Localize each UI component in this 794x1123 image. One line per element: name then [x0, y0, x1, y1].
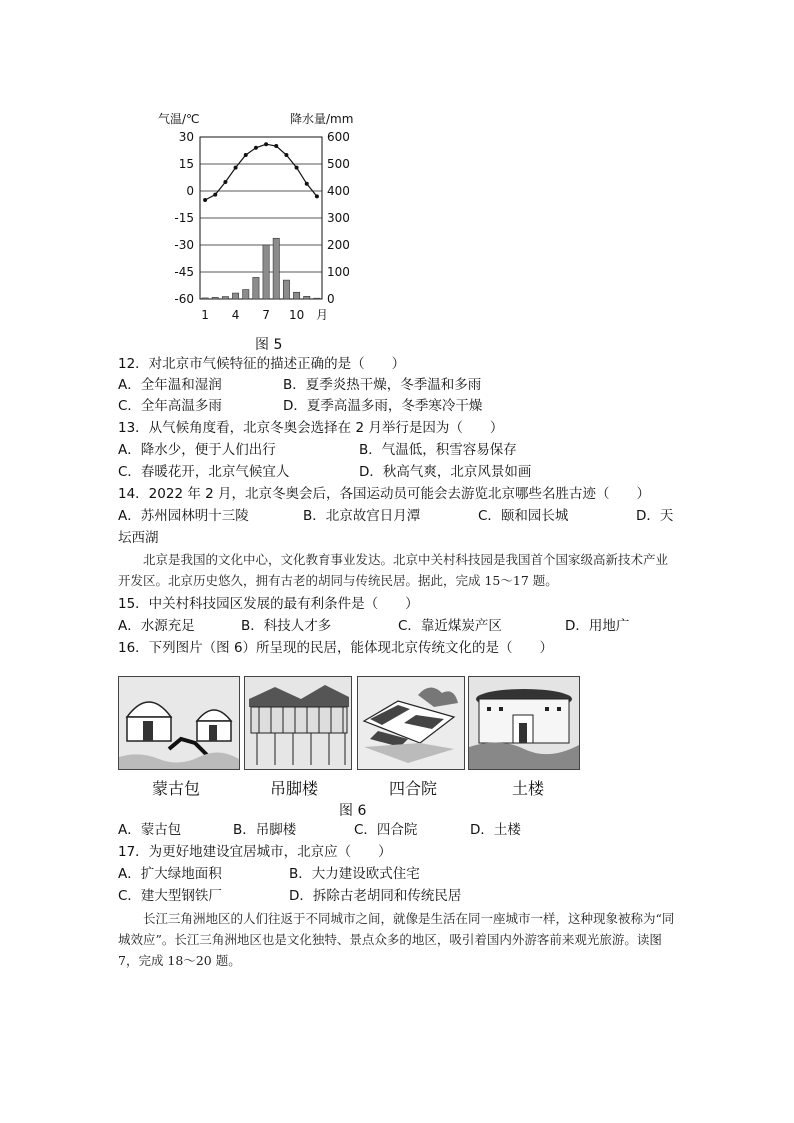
passage-beijing: 北京是我国的文化中心，文化教育事业发达。北京中关村科技园是我国首个国家级高新技术产业开发区。北京历史悠久，拥有古老的胡同与传统民居。据此，完成 15～17 题。 [118, 552, 669, 588]
left-tick-label: 30 [178, 130, 194, 144]
temperature-line [205, 144, 317, 200]
precipitation-bar [222, 297, 228, 299]
q12-option-d[interactable]: D．夏季高温多雨，冬季寒冷干燥 [283, 398, 483, 414]
precipitation-bar [232, 293, 238, 299]
figure5-caption: 图 5 [255, 337, 283, 353]
q15-option-a[interactable]: A．水源充足 [118, 618, 195, 634]
temperature-point [213, 193, 217, 197]
q16-option-a[interactable]: A．蒙古包 [118, 822, 182, 838]
q15-option-d[interactable]: D．用地广 [565, 618, 630, 634]
left-tick-label: -45 [174, 265, 194, 279]
q16-option-b[interactable]: B．吊脚楼 [233, 822, 297, 838]
x-tick-label: 1 [201, 308, 209, 322]
right-tick-label: 500 [327, 157, 350, 171]
q14-option-d-continued: 坛西湖 [118, 530, 159, 546]
x-tick-label: 10 [288, 308, 305, 322]
q17-option-b[interactable]: B．大力建设欧式住宅 [289, 866, 420, 882]
q13-option-b[interactable]: B．气温低，积雪容易保存 [359, 442, 517, 458]
right-axis-title: 降水量/mm [290, 112, 354, 126]
q15-option-c[interactable]: C．靠近煤炭产区 [398, 618, 502, 634]
q14-option-c[interactable]: C．颐和园长城 [478, 508, 569, 524]
precipitation-bar [314, 298, 320, 299]
precipitation-bar [273, 238, 279, 299]
right-tick-label: 600 [327, 130, 350, 144]
precipitation-bar [212, 297, 218, 299]
earth-building-picture [468, 676, 580, 770]
figure6-label-stilt-house: 吊脚楼 [270, 781, 319, 798]
figure6-label-earth-building: 土楼 [512, 781, 545, 798]
temperature-point [254, 146, 258, 150]
x-tick-label: 4 [231, 308, 240, 322]
precipitation-bar [283, 280, 289, 299]
temperature-point [264, 142, 268, 146]
right-tick-label: 0 [327, 292, 335, 306]
temperature-point [274, 144, 278, 148]
passage-yangtze-delta: 长江三角洲地区的人们往返于不同城市之间，就像是生活在同一座城市一样，这种现象被称为“同城效应”。长江三角洲地区也是文化独特、景点众多的地区，吸引着国内外游客前来观光旅游。读图 7，完成 18～20 题。 [118, 911, 675, 968]
precipitation-bar [293, 292, 299, 299]
q13-option-d[interactable]: D．秋高气爽，北京风景如画 [359, 464, 532, 480]
right-tick-label: 400 [327, 184, 350, 198]
q14-stem: 14．2022 年 2 月，北京冬奥会后，各国运动员可能会去游览北京哪些名胜古迹（ ） [118, 486, 650, 502]
left-tick-label: -30 [174, 238, 194, 252]
q16-stem: 16．下列图片（图 6）所呈现的民居，能体现北京传统文化的是（ ） [118, 640, 554, 656]
left-tick-label: -15 [174, 211, 194, 225]
temperature-point [295, 166, 299, 170]
precipitation-bar [243, 290, 249, 299]
temperature-point [203, 198, 207, 202]
temperature-point [284, 153, 288, 157]
q17-option-c[interactable]: C．建大型钢铁厂 [118, 888, 222, 904]
q14-option-b[interactable]: B．北京故宫日月潭 [303, 508, 421, 524]
q16-option-c[interactable]: C．四合院 [354, 822, 418, 838]
q15-option-b[interactable]: B．科技人才多 [241, 618, 332, 634]
left-tick-label: -60 [174, 292, 194, 306]
temperature-point [315, 194, 319, 198]
figure6-label-courtyard: 四合院 [389, 781, 438, 798]
yurt-picture [118, 676, 240, 770]
climate-chart [150, 105, 370, 355]
figure6-caption: 图 6 [339, 803, 367, 819]
x-tick-label: 7 [262, 308, 270, 322]
temperature-point [223, 180, 227, 184]
left-tick-label: 15 [178, 157, 194, 171]
q15-stem: 15．中关村科技园区发展的最有利条件是（ ） [118, 596, 419, 612]
q13-option-c[interactable]: C．春暖花开，北京气候宜人 [118, 464, 290, 480]
precipitation-bar [304, 296, 310, 299]
q17-option-d[interactable]: D．拆除古老胡同和传统民居 [289, 888, 462, 904]
x-axis-unit: 月 [316, 308, 329, 322]
stilt-house-picture [244, 676, 352, 770]
courtyard-house-picture [357, 676, 465, 770]
figure6-label-yurt: 蒙古包 [152, 781, 201, 798]
q12-option-c[interactable]: C．全年高温多雨 [118, 398, 222, 414]
q14-option-a[interactable]: A．苏州园林明十三陵 [118, 508, 249, 524]
temperature-point [234, 166, 238, 170]
q12-option-b[interactable]: B．夏季炎热干燥，冬季温和多雨 [283, 377, 482, 393]
q17-stem: 17．为更好地建设宜居城市，北京应（ ） [118, 844, 392, 860]
q12-option-a[interactable]: A．全年温和湿润 [118, 377, 222, 393]
q14-option-d[interactable]: D．天 [636, 508, 674, 524]
q13-stem: 13．从气候角度看，北京冬奥会选择在 2 月举行是因为（ ） [118, 420, 504, 436]
right-tick-label: 100 [327, 265, 350, 279]
q16-option-d[interactable]: D．土楼 [470, 822, 521, 838]
right-tick-label: 300 [327, 211, 350, 225]
precipitation-bar [263, 245, 269, 299]
precipitation-bar [202, 298, 208, 299]
q13-option-a[interactable]: A．降水少，便于人们出行 [118, 442, 276, 458]
precipitation-bar [253, 277, 259, 299]
left-axis-title: 气温/℃ [158, 112, 200, 126]
right-tick-label: 200 [327, 238, 350, 252]
q12-stem: 12．对北京市气候特征的描述正确的是（ ） [118, 356, 406, 372]
temperature-point [305, 182, 309, 186]
climate-chart-svg [150, 105, 370, 355]
temperature-point [244, 153, 248, 157]
q17-option-a[interactable]: A．扩大绿地面积 [118, 866, 222, 882]
left-tick-label: 0 [186, 184, 194, 198]
